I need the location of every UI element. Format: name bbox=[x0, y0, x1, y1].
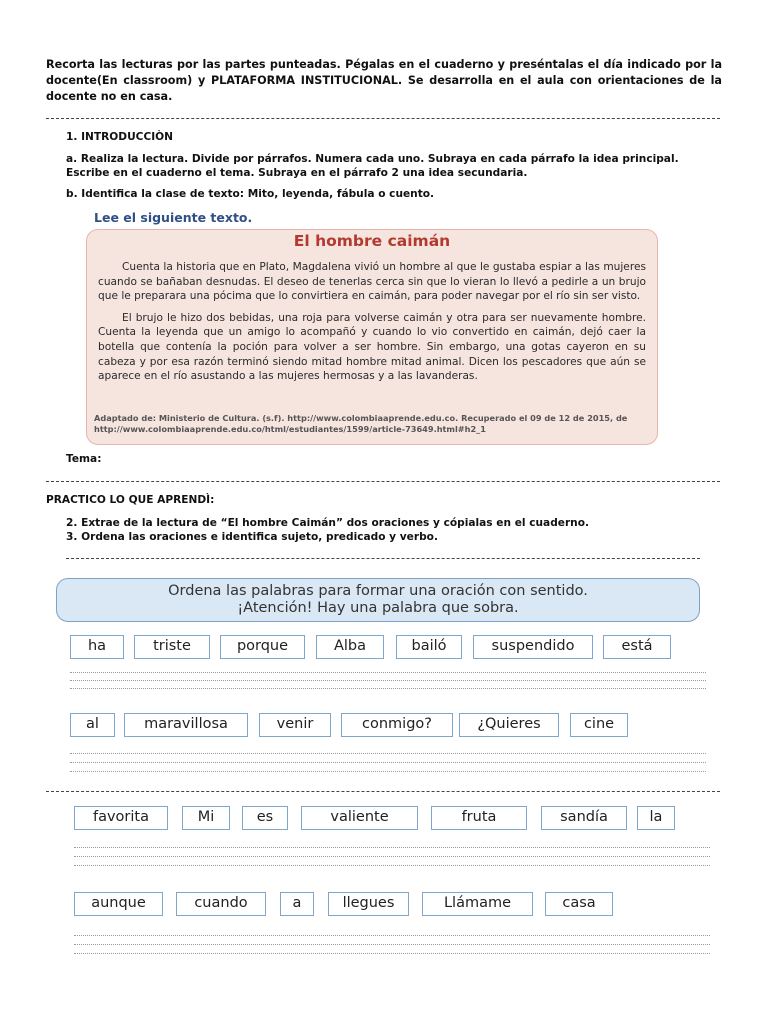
word-tile: la bbox=[637, 806, 675, 830]
word-tile: sandía bbox=[541, 806, 627, 830]
cut-line bbox=[66, 558, 700, 559]
word-tile: venir bbox=[259, 713, 331, 737]
writing-line bbox=[74, 944, 710, 945]
instruction-3: 3. Ordena las oraciones e identifica sujeto, predicado y verbo. bbox=[66, 531, 438, 543]
story-body bbox=[98, 260, 646, 391]
word-tile: Alba bbox=[316, 635, 384, 659]
writing-line bbox=[74, 865, 710, 866]
banner-line-1: Ordena las palabras para formar una oración con sentido. bbox=[168, 583, 588, 599]
writing-line bbox=[70, 672, 706, 673]
instruction-2: 2. Extrae de la lectura de “El hombre Caimán” dos oraciones y cópialas en el cuaderno. bbox=[66, 517, 590, 529]
writing-line bbox=[74, 935, 710, 936]
word-tile: valiente bbox=[301, 806, 418, 830]
read-prompt: Lee el siguiente texto. bbox=[94, 210, 253, 225]
exercise-instructions bbox=[56, 583, 700, 617]
story-paragraph-1: Cuenta la historia que en Plato, Magdalena vivió un hombre al que le gustaba espiar a las mujeres cuando se bañaban desnudas. El deseo de tenerlas cerca sin que lo vieran lo llevó a pedirle a un brujo que le preparara una pócima que lo convirtiera en caimán, para poder navegar por el río sin ser visto. bbox=[98, 261, 646, 303]
section-heading-practico: PRACTICO LO QUE APRENDÌ: bbox=[46, 494, 215, 506]
section-heading-introduccion: 1. INTRODUCCIÒN bbox=[66, 131, 174, 143]
writing-line bbox=[70, 688, 706, 689]
story-paragraph-2: El brujo le hizo dos bebidas, una roja para volverse caimán y otra para ser nuevamente hombre. Cuenta la leyenda que un amigo lo acompañó y cuando lo vio convertido en caimán, dejó caer la botella que contenía la poción para volver a ser hombre. Sin embargo, una gotas cayeron en su cabeza y por esa razón terminó siendo mitad hombre mitad animal. Dicen los pescadores que aún se aparece en el río asustando a las mujeres hermosas y a las lavanderas. bbox=[98, 311, 646, 383]
instruction-a: a. Realiza la lectura. Divide por párrafos. Numera cada uno. Subraya en cada párrafo la idea principal. Escribe en el cuaderno el tema. Subraya en el párrafo 2 una idea secundaria. bbox=[66, 153, 679, 179]
word-tile: conmigo? bbox=[341, 713, 453, 737]
writing-line bbox=[74, 953, 710, 954]
word-tile: maravillosa bbox=[124, 713, 248, 737]
word-tile: favorita bbox=[74, 806, 168, 830]
cut-line bbox=[46, 118, 720, 119]
word-tile: fruta bbox=[431, 806, 527, 830]
instruction-b: b. Identifica la clase de texto: Mito, leyenda, fábula o cuento. bbox=[66, 188, 435, 200]
tema-label: Tema: bbox=[66, 453, 102, 465]
word-tile: es bbox=[242, 806, 288, 830]
word-tile: suspendido bbox=[473, 635, 593, 659]
banner-line-2: ¡Atención! Hay una palabra que sobra. bbox=[237, 600, 519, 616]
word-tile: al bbox=[70, 713, 115, 737]
word-tile: ha bbox=[70, 635, 124, 659]
word-tile: triste bbox=[134, 635, 210, 659]
word-tile: está bbox=[603, 635, 671, 659]
word-tile: cine bbox=[570, 713, 628, 737]
instructions: Recorta las lecturas por las partes punteadas. Pégalas en el cuaderno y preséntalas el día indicado por la docente(En classroom) y PLATAFORMA INSTITUCIONAL. Se desarrolla en el aula con orientaciones de la docente no en casa. bbox=[46, 58, 722, 103]
cut-line bbox=[46, 481, 720, 482]
writing-line bbox=[70, 680, 706, 681]
writing-line bbox=[74, 847, 710, 848]
word-tile: casa bbox=[545, 892, 613, 916]
word-tile: a bbox=[280, 892, 314, 916]
word-tile: Llámame bbox=[422, 892, 533, 916]
word-tile: Mi bbox=[182, 806, 230, 830]
word-tile: aunque bbox=[74, 892, 163, 916]
word-tile: llegues bbox=[328, 892, 409, 916]
cut-line bbox=[46, 791, 720, 792]
word-tile: bailó bbox=[396, 635, 462, 659]
word-tile: ¿Quieres bbox=[459, 713, 559, 737]
story-title: El hombre caimán bbox=[293, 232, 451, 250]
word-tile: porque bbox=[220, 635, 305, 659]
writing-line bbox=[74, 856, 710, 857]
word-tile: cuando bbox=[176, 892, 266, 916]
writing-line bbox=[70, 762, 706, 763]
writing-line bbox=[70, 753, 706, 754]
story-citation: Adaptado de: Ministerio de Cultura. (s.f). http://www.colombiaaprende.edu.co. Recuperado el 09 de 12 de 2015, de http://www.colombiaaprende.edu.co/html/estudiantes/1599/article-73649.html#h2_1 bbox=[94, 413, 628, 434]
writing-line bbox=[70, 771, 706, 772]
